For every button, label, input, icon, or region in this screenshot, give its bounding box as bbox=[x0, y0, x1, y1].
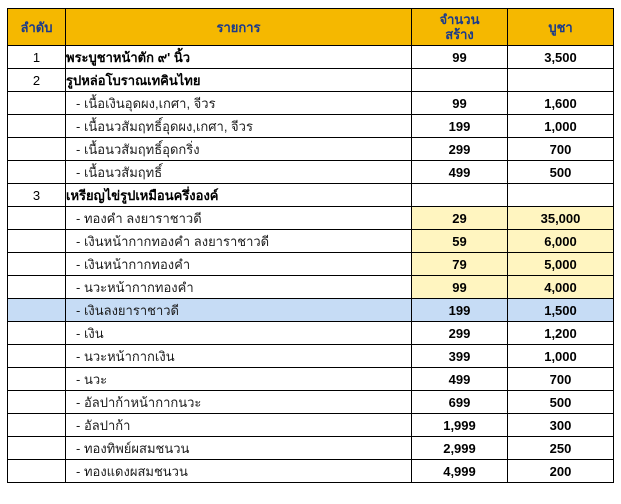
row-item: - เงินหน้ากากทองคำ ลงยาราชาวดี bbox=[66, 230, 412, 253]
row-price: 1,000 bbox=[508, 115, 614, 138]
row-quantity: 1,999 bbox=[412, 414, 508, 437]
row-quantity: 199 bbox=[412, 299, 508, 322]
table-body bbox=[8, 46, 614, 483]
header-qty bbox=[412, 9, 508, 46]
row-number bbox=[8, 92, 66, 115]
table-row bbox=[8, 391, 614, 414]
row-number bbox=[8, 322, 66, 345]
row-price: 1,500 bbox=[508, 299, 614, 322]
table-row bbox=[8, 230, 614, 253]
header-price: บูชา bbox=[508, 9, 614, 46]
price-table bbox=[7, 8, 614, 483]
row-quantity: 499 bbox=[412, 161, 508, 184]
row-price bbox=[508, 184, 614, 207]
table-row bbox=[8, 345, 614, 368]
row-item: - ทองทิพย์ผสมชนวน bbox=[66, 437, 412, 460]
row-price: 700 bbox=[508, 138, 614, 161]
row-quantity: 199 bbox=[412, 115, 508, 138]
row-item: - เนื้อนวสัมฤทธิ์อุดผง,เกศา, จีวร bbox=[66, 115, 412, 138]
header-qty-line1: จำนวน bbox=[439, 12, 480, 27]
row-price: 500 bbox=[508, 161, 614, 184]
row-number bbox=[8, 368, 66, 391]
row-item: เหรียญไข่รูปเหมือนครึ่งองค์ bbox=[66, 184, 412, 207]
row-number bbox=[8, 115, 66, 138]
header-item: รายการ bbox=[66, 9, 412, 46]
row-price: 700 bbox=[508, 368, 614, 391]
row-number bbox=[8, 253, 66, 276]
table-row bbox=[8, 115, 614, 138]
row-item: - เงินหน้ากากทองคำ bbox=[66, 253, 412, 276]
row-price: 1,000 bbox=[508, 345, 614, 368]
table-row bbox=[8, 276, 614, 299]
row-price: 200 bbox=[508, 460, 614, 483]
row-price: 1,200 bbox=[508, 322, 614, 345]
row-price: 35,000 bbox=[508, 207, 614, 230]
row-price bbox=[508, 69, 614, 92]
table-row bbox=[8, 460, 614, 483]
row-item: - เงิน bbox=[66, 322, 412, 345]
table-row bbox=[8, 253, 614, 276]
row-quantity: 299 bbox=[412, 138, 508, 161]
row-number bbox=[8, 207, 66, 230]
row-number bbox=[8, 345, 66, 368]
table-row bbox=[8, 299, 614, 322]
row-quantity: 79 bbox=[412, 253, 508, 276]
row-quantity: 29 bbox=[412, 207, 508, 230]
table-header-row bbox=[8, 9, 614, 46]
row-number bbox=[8, 414, 66, 437]
row-quantity bbox=[412, 184, 508, 207]
row-price: 1,600 bbox=[508, 92, 614, 115]
table-row bbox=[8, 69, 614, 92]
row-item: - อัลปาก้าหน้ากากนวะ bbox=[66, 391, 412, 414]
row-quantity: 2,999 bbox=[412, 437, 508, 460]
row-item: - นวะหน้ากากทองคำ bbox=[66, 276, 412, 299]
row-number bbox=[8, 299, 66, 322]
header-qty-line2: สร้าง bbox=[445, 27, 474, 42]
row-price: 4,000 bbox=[508, 276, 614, 299]
table-row bbox=[8, 322, 614, 345]
row-price: 500 bbox=[508, 391, 614, 414]
table-row bbox=[8, 184, 614, 207]
row-number: 3 bbox=[8, 184, 66, 207]
row-quantity: 699 bbox=[412, 391, 508, 414]
row-item: - เนื้อนวสัมฤทธิ์อุดกริ่ง bbox=[66, 138, 412, 161]
table-row bbox=[8, 46, 614, 69]
row-item: - เนื้อนวสัมฤทธิ์ bbox=[66, 161, 412, 184]
row-number bbox=[8, 276, 66, 299]
row-number: 1 bbox=[8, 46, 66, 69]
table-row bbox=[8, 138, 614, 161]
row-quantity: 499 bbox=[412, 368, 508, 391]
table-row bbox=[8, 92, 614, 115]
row-quantity: 99 bbox=[412, 276, 508, 299]
row-item: - อัลปาก้า bbox=[66, 414, 412, 437]
row-number bbox=[8, 138, 66, 161]
row-quantity: 59 bbox=[412, 230, 508, 253]
table-row bbox=[8, 414, 614, 437]
row-quantity: 4,999 bbox=[412, 460, 508, 483]
row-price: 250 bbox=[508, 437, 614, 460]
table-row bbox=[8, 368, 614, 391]
row-quantity: 99 bbox=[412, 92, 508, 115]
row-quantity: 99 bbox=[412, 46, 508, 69]
row-price: 300 bbox=[508, 414, 614, 437]
header-no: ลำดับ bbox=[8, 9, 66, 46]
row-number bbox=[8, 230, 66, 253]
row-item: - ทองแดงผสมชนวน bbox=[66, 460, 412, 483]
row-quantity: 399 bbox=[412, 345, 508, 368]
table-row bbox=[8, 161, 614, 184]
row-item: - นวะ bbox=[66, 368, 412, 391]
row-quantity: 299 bbox=[412, 322, 508, 345]
row-number bbox=[8, 437, 66, 460]
row-item: - เงินลงยาราชาวดี bbox=[66, 299, 412, 322]
row-quantity bbox=[412, 69, 508, 92]
row-item: - เนื้อเงินอุดผง,เกศา, จีวร bbox=[66, 92, 412, 115]
row-item: รูปหล่อโบราณเทคินไทย bbox=[66, 69, 412, 92]
row-number bbox=[8, 391, 66, 414]
table-row bbox=[8, 207, 614, 230]
row-item: - ทองคำ ลงยาราชาวดี bbox=[66, 207, 412, 230]
row-number bbox=[8, 460, 66, 483]
row-item: - นวะหน้ากากเงิน bbox=[66, 345, 412, 368]
row-price: 6,000 bbox=[508, 230, 614, 253]
table-row bbox=[8, 437, 614, 460]
row-number: 2 bbox=[8, 69, 66, 92]
row-price: 5,000 bbox=[508, 253, 614, 276]
row-number bbox=[8, 161, 66, 184]
row-item: พระบูชาหน้าตัก ๙' นิ้ว bbox=[66, 46, 412, 69]
row-price: 3,500 bbox=[508, 46, 614, 69]
